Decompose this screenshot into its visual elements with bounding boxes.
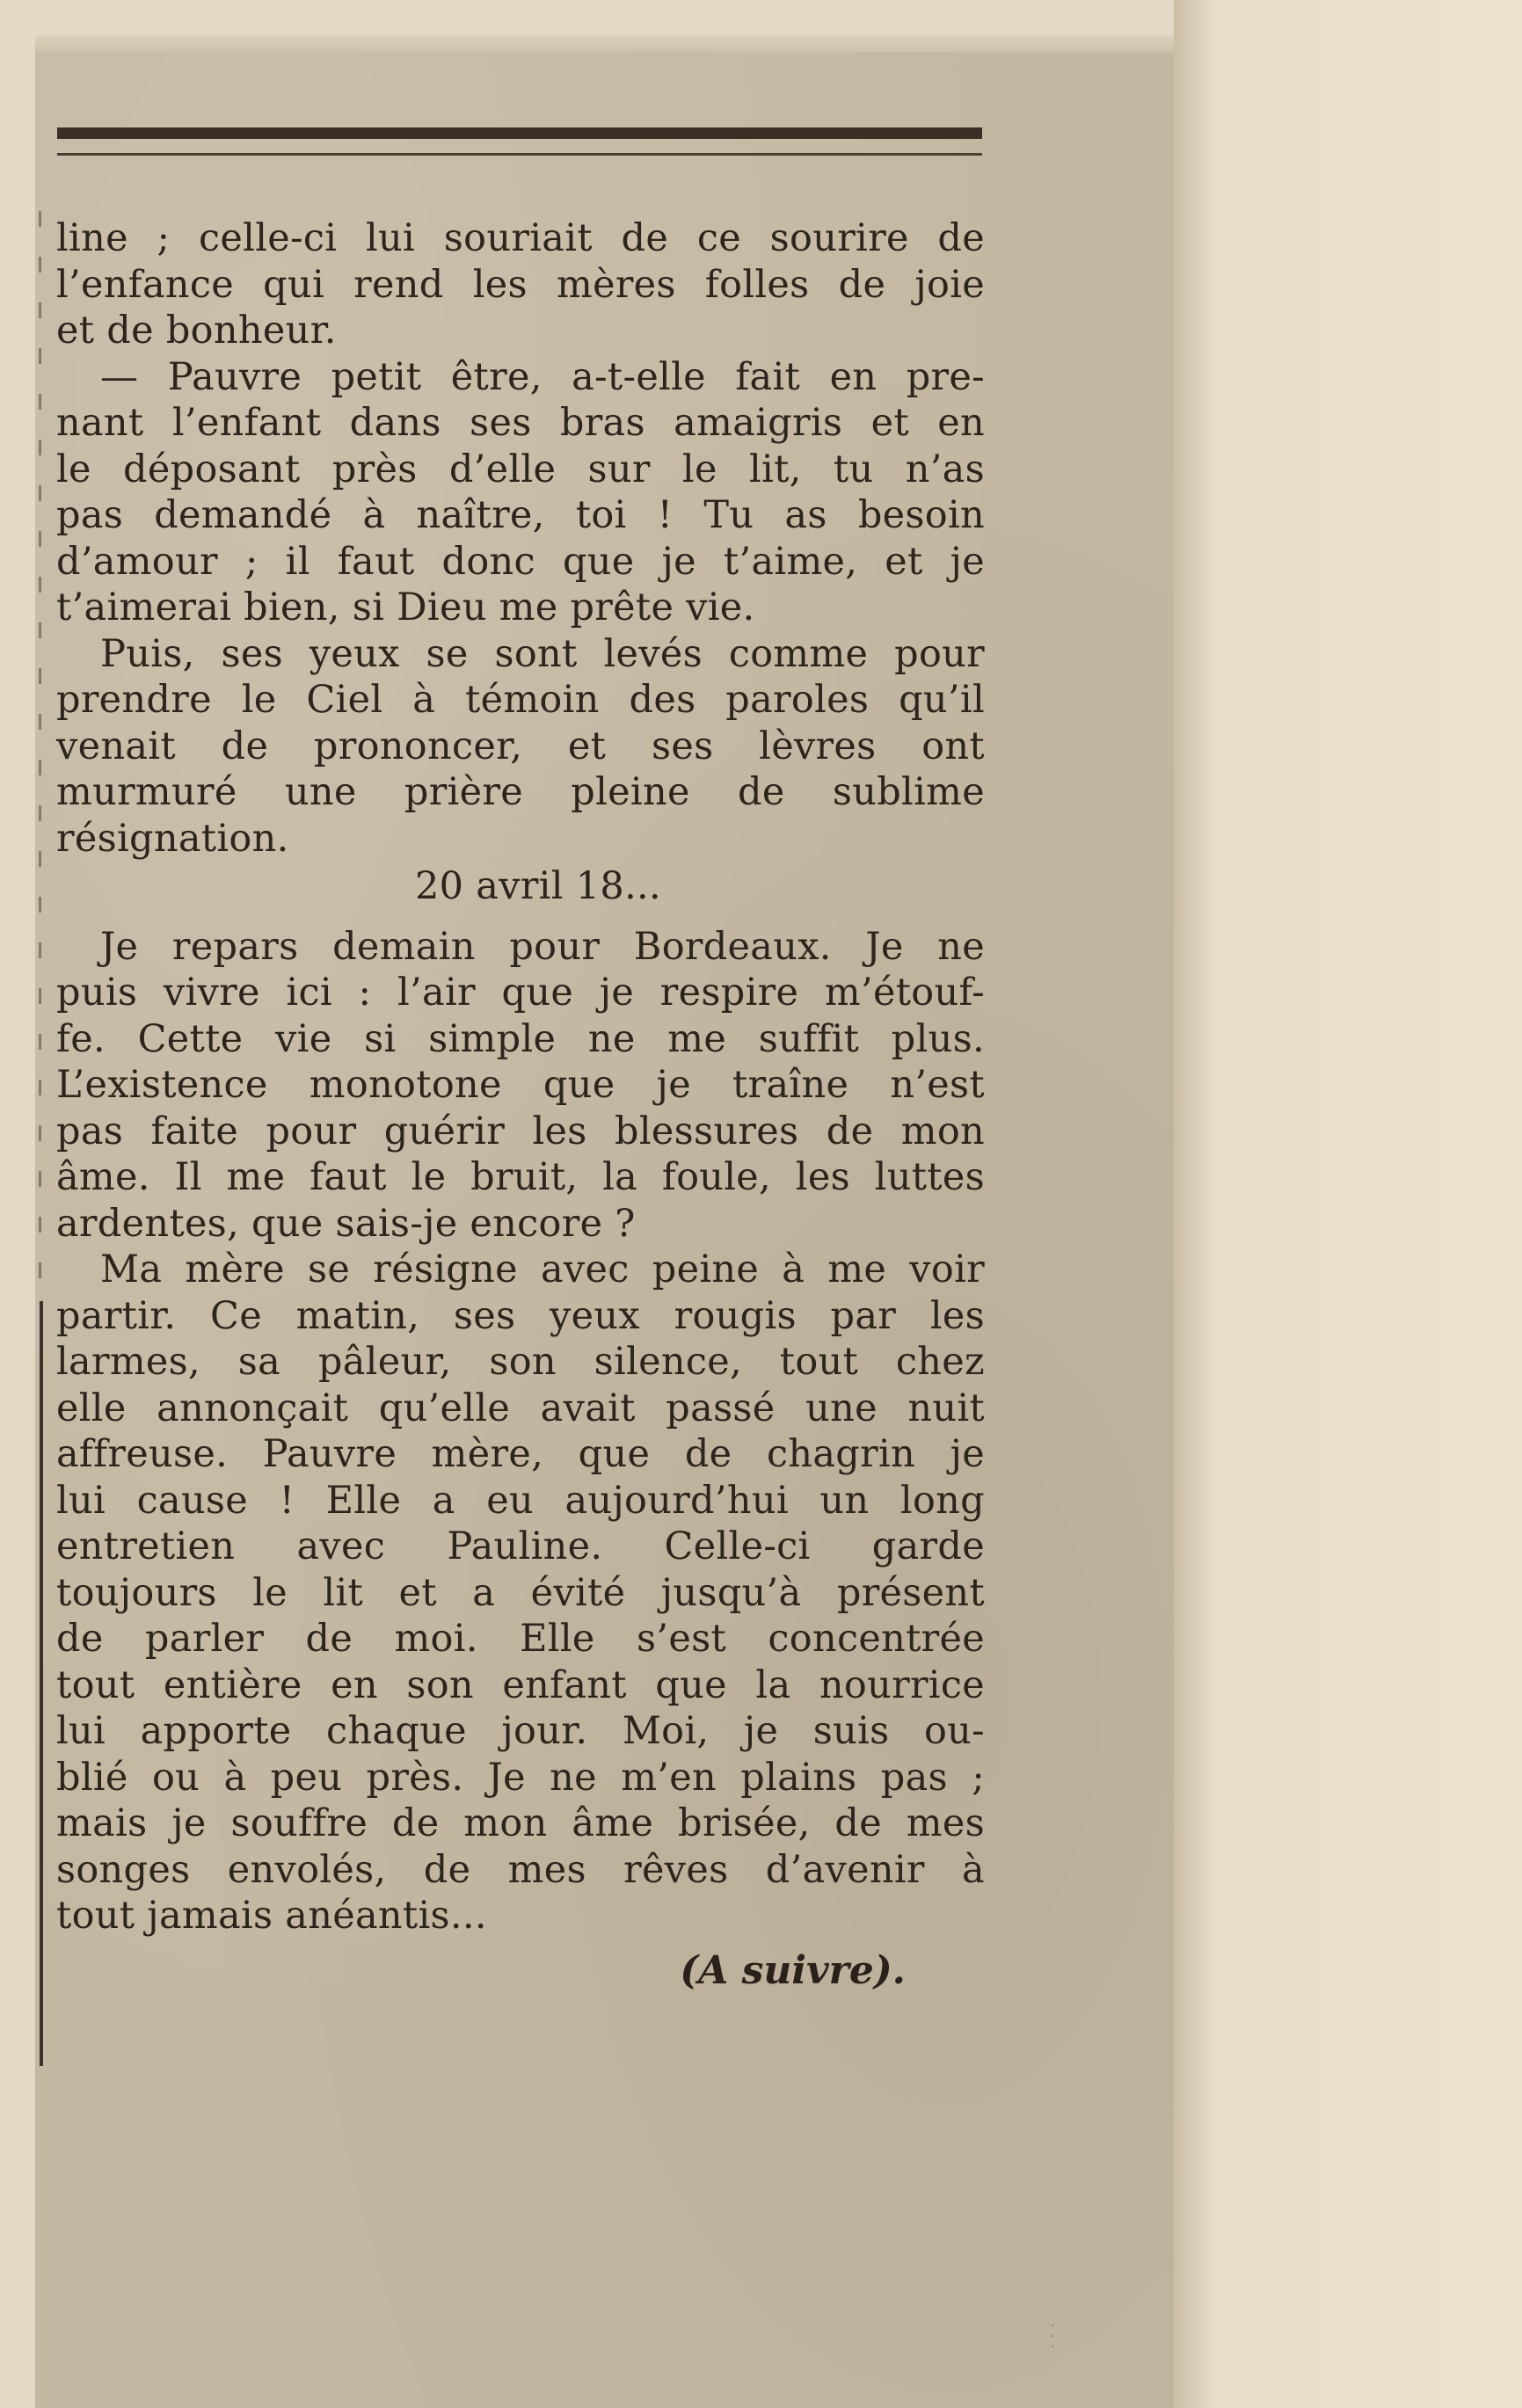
text-line: elle annonçait qu’elle avait passé une nuit <box>56 1386 985 1430</box>
margin-dash-marks <box>39 211 41 1292</box>
text-line: fe. Cette vie si simple ne me suffit plus. <box>56 1016 985 1061</box>
text-line: de parler de moi. Elle s’est concentrée <box>56 1617 985 1661</box>
header-rule-thick <box>57 127 982 139</box>
text-line: lui cause ! Elle a eu aujourd’hui un long <box>56 1478 985 1523</box>
to-be-continued: (A suivre). <box>680 1947 906 1993</box>
text-line: tout jamais anéantis... <box>56 1894 487 1938</box>
text-line: le déposant près d’elle sur le lit, tu n’as <box>56 447 985 491</box>
paragraph <box>56 354 985 631</box>
header-rule-thin <box>57 153 982 156</box>
text-line: résignation. <box>56 816 289 861</box>
text-line: t’aimerai bien, si Dieu me prête vie. <box>56 586 755 629</box>
paragraph <box>56 1247 985 1939</box>
text-line: affreuse. Pauvre mère, que de chagrin je <box>56 1432 985 1476</box>
paragraph <box>56 631 985 862</box>
text-line: Puis, ses yeux se sont levés comme pour <box>100 631 985 676</box>
text-line: line ; celle-ci lui souriait de ce sourire de <box>56 216 985 260</box>
paper-speck-decoration: · · · <box>1051 2319 1055 2354</box>
text-line: puis vivre ici : l’air que je respire m’étouf- <box>56 971 985 1015</box>
text-line: blié ou à peu près. Je ne m’en plains pas ; <box>56 1755 985 1800</box>
text-line: pas demandé à naître, toi ! Tu as besoin <box>56 493 985 537</box>
text-line: — Pauvre petit être, a-t-elle fait en pre- <box>100 354 985 399</box>
text-line: d’amour ; il faut donc que je t’aime, et je <box>56 539 985 584</box>
date-heading: 20 avril 18... <box>415 864 661 908</box>
text-line: tout entière en son enfant que la nourrice <box>56 1662 985 1707</box>
text-line: mais je souffre de mon âme brisée, de mes <box>56 1801 985 1845</box>
text-line: toujours le lit et a évité jusqu’à présent <box>56 1570 985 1615</box>
text-line: Je repars demain pour Bordeaux. Je ne <box>100 924 985 969</box>
text-column <box>56 215 985 1997</box>
text-line: lui apporte chaque jour. Moi, je suis ou- <box>56 1709 985 1753</box>
text-line: âme. Il me faut le bruit, la foule, les luttes <box>56 1155 985 1199</box>
paragraph <box>56 215 985 354</box>
text-line: songes envolés, de mes rêves d’avenir à <box>56 1847 985 1892</box>
text-line: larmes, sa pâleur, son silence, tout chez <box>56 1340 985 1384</box>
text-line: venait de prononcer, et ses lèvres ont <box>56 724 985 768</box>
text-line: nant l’enfant dans ses bras amaigris et en <box>56 401 985 445</box>
backdrop-right <box>1174 0 1522 2408</box>
text-line: ardentes, que sais-je encore ? <box>56 1201 636 1246</box>
text-line: et de bonheur. <box>56 309 337 353</box>
text-line: L’existence monotone que je traîne n’est <box>56 1063 985 1107</box>
text-line: entretien avec Pauline. Celle-ci garde <box>56 1524 985 1568</box>
margin-line <box>40 1301 43 2066</box>
text-line: partir. Ce matin, ses yeux rougis par les <box>56 1293 985 1338</box>
text-line: pas faite pour guérir les blessures de mon <box>56 1109 985 1153</box>
text-line: l’enfance qui rend les mères folles de joie <box>56 262 985 307</box>
text-line: murmuré une prière pleine de sublime <box>56 770 985 814</box>
text-line: prendre le Ciel à témoin des paroles qu’il <box>56 678 985 722</box>
text-line: Ma mère se résigne avec peine à me voir <box>100 1248 985 1291</box>
paragraph <box>56 924 985 1248</box>
